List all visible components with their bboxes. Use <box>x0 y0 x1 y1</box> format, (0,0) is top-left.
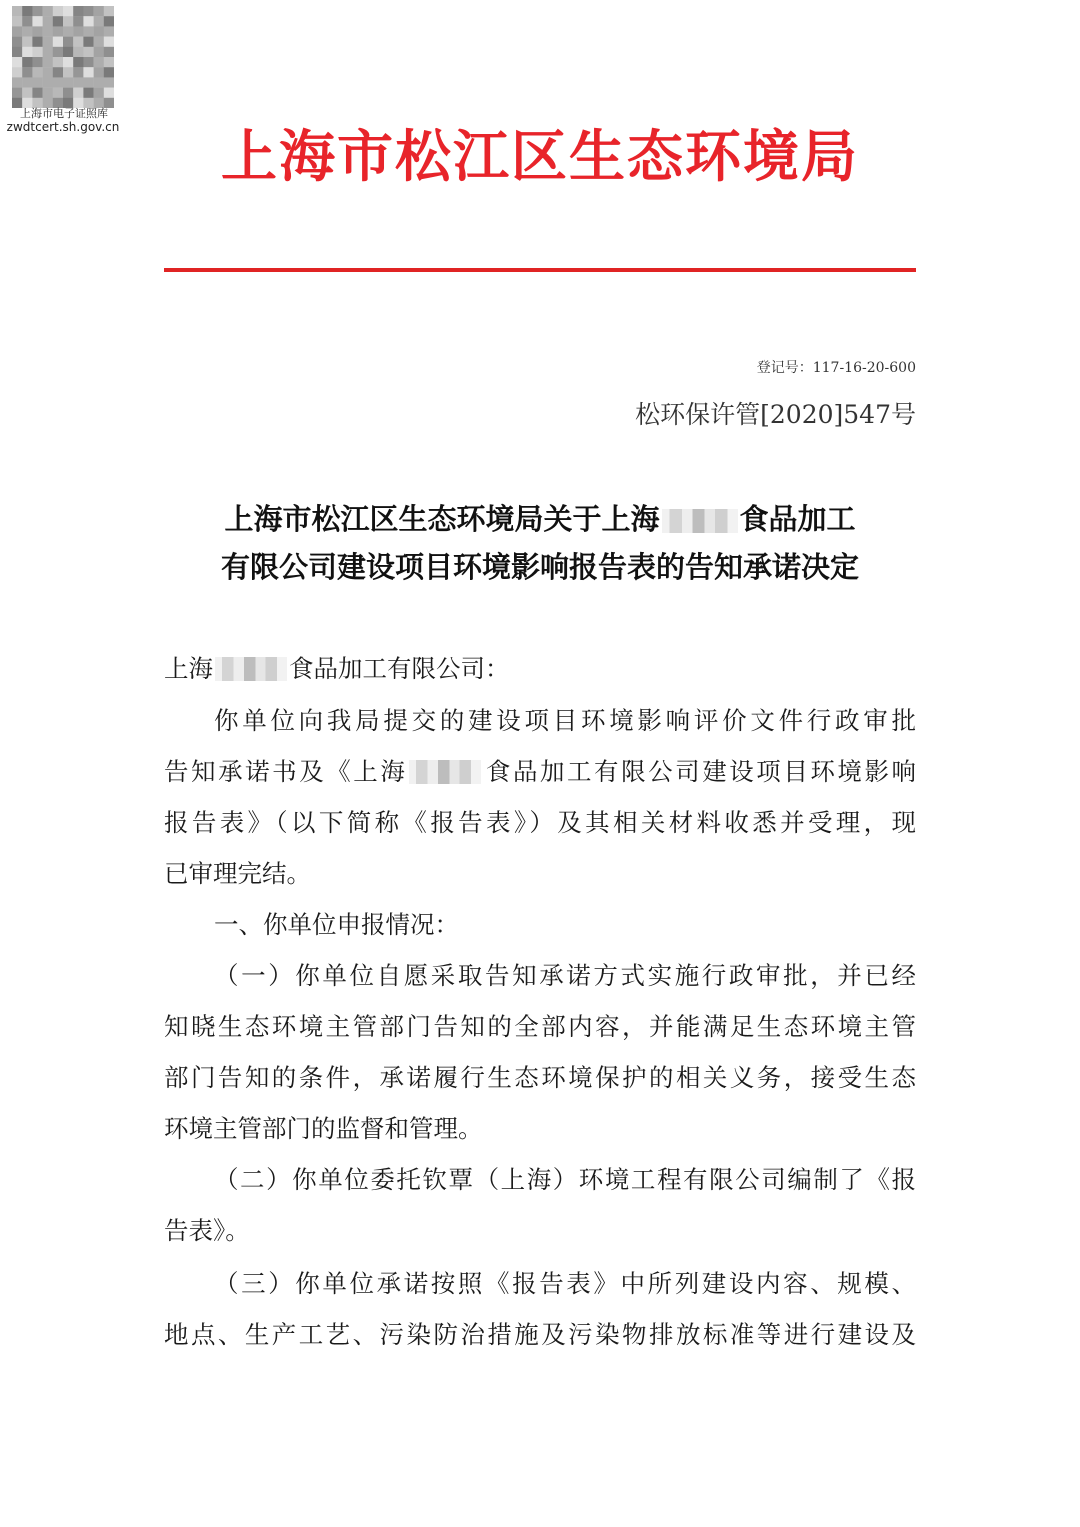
paragraph-line: 地点、生产工艺、污染防治措施及污染物排放标准等进行建设及 <box>164 1320 916 1349</box>
qr-pixel <box>73 6 83 16</box>
qr-pixel <box>104 47 114 57</box>
title-line-2: 有限公司建设项目环境影响报告表的告知承诺决定 <box>220 550 859 584</box>
qr-pixel <box>63 47 73 57</box>
qr-pixel <box>73 26 83 36</box>
qr-pixel <box>43 57 53 67</box>
qr-pixel <box>22 6 32 16</box>
qr-pixel <box>63 67 73 77</box>
qr-pixel <box>63 77 73 87</box>
redacted-company-name <box>215 657 287 681</box>
qr-pixel <box>73 37 83 47</box>
qr-pixel <box>83 77 93 87</box>
qr-pixel <box>73 77 83 87</box>
qr-pixel <box>32 26 42 36</box>
qr-pixel <box>43 88 53 98</box>
section-heading: 一、你单位申报情况： <box>214 910 459 939</box>
paragraph-line: 报告表》（以下简称《报告表》）及其相关材料收悉并受理，现 <box>164 808 916 837</box>
qr-pixel <box>63 6 73 16</box>
qr-pixel <box>53 57 63 67</box>
qr-pixel <box>63 26 73 36</box>
qr-pixel <box>83 26 93 36</box>
qr-pixel <box>22 57 32 67</box>
qr-pixel <box>63 57 73 67</box>
redacted-company-name <box>409 760 481 784</box>
qr-pixel <box>12 67 22 77</box>
qr-pixel <box>53 16 63 26</box>
qr-pixel <box>94 37 104 47</box>
qr-pixel <box>94 77 104 87</box>
salutation: 上海 食品加工有限公司： <box>164 654 510 683</box>
qr-pixel <box>22 47 32 57</box>
qr-pixel <box>53 6 63 16</box>
qr-pixel <box>43 37 53 47</box>
qr-pixel <box>12 26 22 36</box>
qr-pixel <box>73 47 83 57</box>
qr-pixel <box>12 6 22 16</box>
qr-pixel <box>94 26 104 36</box>
qr-pixel <box>73 57 83 67</box>
qr-pixel <box>83 37 93 47</box>
qr-pixel <box>22 88 32 98</box>
qr-pixel <box>63 37 73 47</box>
qr-pixel <box>12 57 22 67</box>
qr-pixel <box>32 57 42 67</box>
qr-pixel <box>32 37 42 47</box>
qr-pixel <box>73 16 83 26</box>
qr-pixel <box>12 88 22 98</box>
qr-pixel <box>94 47 104 57</box>
qr-pixel <box>104 37 114 47</box>
qr-pixel <box>83 47 93 57</box>
qr-caption-url: zwdtcert.sh.gov.cn <box>6 120 120 134</box>
qr-pixel <box>94 57 104 67</box>
qr-pixel <box>104 57 114 67</box>
paragraph-line: （一）你单位自愿采取告知承诺方式实施行政审批，并已经 <box>214 961 916 990</box>
qr-pixel <box>83 6 93 16</box>
qr-pixel <box>22 67 32 77</box>
qr-pixel <box>22 26 32 36</box>
paragraph-line: 部门告知的条件，承诺履行生态环境保护的相关义务，接受生态 <box>164 1063 916 1092</box>
paragraph-line: （二）你单位委托钦覃（上海）环境工程有限公司编制了《报 <box>214 1165 916 1194</box>
qr-pixel <box>22 37 32 47</box>
qr-pixel <box>12 47 22 57</box>
qr-pixel <box>32 16 42 26</box>
qr-pixel <box>32 6 42 16</box>
qr-pixel <box>43 67 53 77</box>
qr-pixel <box>83 57 93 67</box>
qr-pixel <box>22 16 32 26</box>
qr-pixel <box>53 77 63 87</box>
qr-pixel <box>94 16 104 26</box>
paragraph-line: 已审理完结。 <box>164 859 311 888</box>
qr-pixel <box>12 77 22 87</box>
qr-pixel <box>53 37 63 47</box>
redacted-company-name <box>662 509 738 533</box>
qr-pixel <box>104 88 114 98</box>
paragraph-line: 知晓生态环境主管部门告知的全部内容，并能满足生态环境主管 <box>164 1012 916 1041</box>
qr-pixel <box>43 77 53 87</box>
letterhead-title: 上海市松江区生态环境局 <box>221 125 859 190</box>
qr-pixel <box>63 88 73 98</box>
qr-pixel <box>104 77 114 87</box>
qr-pixel <box>32 47 42 57</box>
document-number: 松环保许管[2020]547号 <box>635 400 916 429</box>
qr-pixel <box>63 16 73 26</box>
qr-pixel <box>53 88 63 98</box>
qr-pixel <box>43 6 53 16</box>
qr-pixel <box>94 88 104 98</box>
qr-pixel <box>32 67 42 77</box>
qr-pixel <box>53 47 63 57</box>
qr-pixel <box>43 16 53 26</box>
paragraph-line: 告表》。 <box>164 1216 250 1245</box>
qr-pixel <box>94 67 104 77</box>
paragraph-line: 告知承诺书及《上海 食品加工有限公司建设项目环境影响 <box>164 757 916 786</box>
qr-pixel <box>73 88 83 98</box>
paragraph-line: 你单位向我局提交的建设项目环境影响评价文件行政审批 <box>214 706 916 735</box>
qr-pixel <box>83 88 93 98</box>
qr-pixel <box>22 77 32 87</box>
qr-caption-cert-library: 上海市电子证照库 <box>20 107 108 120</box>
paragraph-line: （三）你单位承诺按照《报告表》中所列建设内容、规模、 <box>214 1269 916 1298</box>
paragraph-line: 环境主管部门的监督和管理。 <box>164 1114 483 1143</box>
registration-number: 登记号：117-16-20-600 <box>756 360 916 376</box>
qr-pixel <box>32 88 42 98</box>
qr-pixel <box>12 16 22 26</box>
qr-pixel <box>104 16 114 26</box>
qr-pixel <box>83 67 93 77</box>
qr-pixel <box>53 26 63 36</box>
qr-pixel <box>43 47 53 57</box>
qr-pixel <box>43 26 53 36</box>
title-line-1: 上海市松江区生态环境局关于上海 食品加工 <box>224 502 856 536</box>
qr-pixel <box>12 37 22 47</box>
document-title <box>120 495 960 591</box>
qr-pixel <box>73 67 83 77</box>
qr-code-icon <box>12 6 114 108</box>
qr-pixel <box>104 26 114 36</box>
qr-pixel <box>53 67 63 77</box>
qr-pixel <box>104 67 114 77</box>
letterhead-divider <box>164 268 916 272</box>
qr-pixel <box>83 16 93 26</box>
qr-pixel <box>32 77 42 87</box>
qr-pixel <box>104 6 114 16</box>
qr-pixel <box>94 6 104 16</box>
